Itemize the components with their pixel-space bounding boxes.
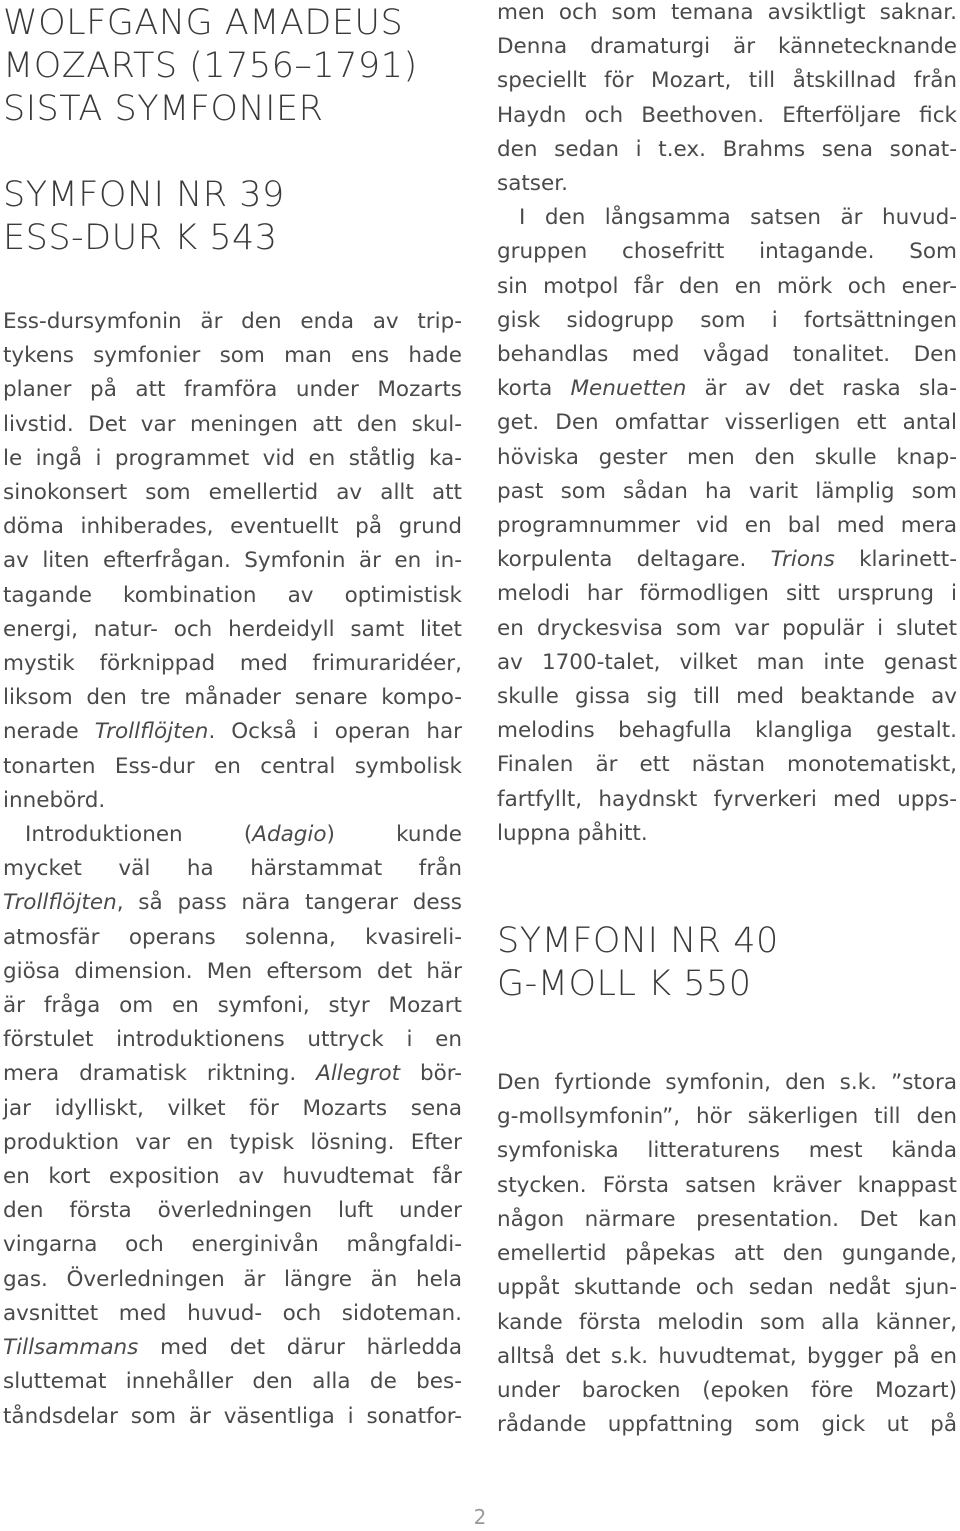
symphony-39-heading: SYMFONI NR 39 ESS-DUR K 543 bbox=[3, 175, 285, 258]
symphony-40-paragraph-1: Den fyrtionde symfonin, den s.k. ”stora g-mollsymfonin”, hör säkerligen till den symfoniska litteraturens mest kända stycken. Första satsen kräver knappast någon närmare presentation. Det kan emellertid påpekas att den gungande, uppåt skuttande och sedan nedåt sjun- kande första melodin som alla känner, alltså det s.k. huvudtemat, bygger på en under barocken (epoken före Mozart) rådande uppfattning som gick ut på bbox=[497, 1070, 957, 1438]
right-column bbox=[497, 0, 957, 1442]
work-title-trollflojten: Trollflöjten bbox=[94, 719, 209, 745]
symphony-39-paragraph-1: Ess-dursymfonin är den enda av trip- tykens symfonier som man ens hade planer på att framföra under Mozarts livstid. Det var meningen att den skul- le ingå i programmet vid en ståtlig ka- sinokonsert som emellertid av allt att döma inhiberades, eventuellt på grund av liten efterfrågan. Symfonin är en in- tagande kombination av optimistisk energi, natur- och herdeidyll samt litet mystik förknippad med frimuraridéer, liksom den tre månader senare kompo- nerade Trollflöjten. Också i operan har tonarten Ess-dur en central symbolisk innebörd. bbox=[3, 309, 463, 813]
left-column bbox=[3, 0, 462, 1434]
page-number: 2 bbox=[473, 1505, 487, 1529]
main-title: WOLFGANG AMADEUS MOZARTS (1756–1791) SISTA SYMFONIER bbox=[3, 3, 418, 129]
symphony-39-paragraph-2: Introduktionen (Adagio) kunde mycket väl ha härstammat från Trollflöjten, så pass nära tangerar dess atmosfär operans solenna, kvasireli- giösa dimension. Men eftersom det här är fråga om en symfoni, styr Mozart förstulet introduktionens uttryck i en mera dramatisk riktning. Allegrot bör- jar idylliskt, vilket för Mozarts sena produktion var en typisk lösning. Efter en kort exposition av huvudtemat får den första överledningen luft under vingarna och energinivån mångfaldi- gas. Överledningen är längre än hela avsnittet med huvud- och sidoteman. Tillsammans med det därur härledda sluttemat innehåller den alla de bes- tåndsdelar som är väsentliga i sonatfor- bbox=[3, 822, 463, 1429]
symphony-39-paragraph-3: men och som temana avsiktligt saknar. Denna dramaturgi är kännetecknande speciellt för Mozart, till åtskillnad från Haydn och Beethoven. Efterföljare fick den sedan i t.ex. Brahms sena sonat- satser. bbox=[497, 0, 957, 197]
symphony-39-paragraph-4: I den långsamma satsen är huvud- gruppen chosefritt intagande. Som sin motpol får den en mörk och ener- gisk sidogrupp som i fortsättningen behandlas med vågad tonalitet. Den korta Menuetten är av det raska sla- get. Den omfattar visserligen ett antal höviska gester men den skulle knap- past som sådan ha varit lämplig som programnummer vid en bal med mera korpulenta deltagare. Trions klarinett- melodi har förmodligen sitt ursprung i en dryckesvisa som var populär i slutet av 1700-talet, vilket man inte genast skulle gissa sig till med beaktande av melodins behagfulla klangliga gestalt. Finalen är ett nästan monotematiskt, fartfyllt, haydnskt fyrverkeri med upps- luppna påhitt. bbox=[497, 205, 957, 846]
symphony-40-heading: SYMFONI NR 40 G-MOLL K 550 bbox=[497, 921, 779, 1005]
